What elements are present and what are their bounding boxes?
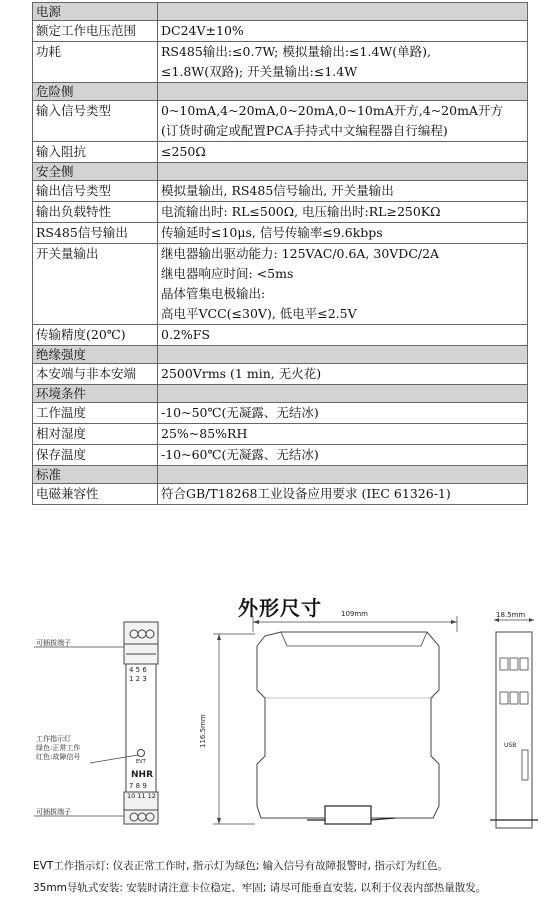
spec-key: 输出负载特性 (33, 202, 158, 223)
spec-row (33, 364, 528, 385)
section-filler (158, 466, 528, 484)
spec-value (158, 101, 528, 142)
spec-value (158, 403, 528, 424)
spec-value (158, 21, 528, 42)
spec-key: 输出信号类型 (33, 181, 158, 202)
section-title: 安全侧 (33, 163, 158, 181)
spec-value (158, 202, 528, 223)
indicator-red-label: 红色:故障信号 (36, 753, 81, 761)
spec-value-line: ≤1.8W(双路); 开关量输出:≤1.4W (161, 64, 358, 79)
spec-row (33, 21, 528, 42)
spec-key: 额定工作电压范围 (33, 21, 158, 42)
spec-key: 本安端与非本安端 (33, 364, 158, 385)
terminal-label-top: 可插拔端子 (36, 639, 71, 647)
spec-value-line: 高电平VCC(≤30V), 低电平≤2.5V (161, 306, 357, 321)
section-header (33, 3, 528, 21)
spec-value (158, 223, 528, 244)
spec-value-line: 2500Vrms (1 min, 无火花) (161, 366, 322, 381)
section-header (33, 385, 528, 403)
indicator-green-label: 绿色:正常工作 (36, 744, 81, 752)
height-dimension-label: 116.5mm (199, 714, 207, 748)
spec-row (33, 142, 528, 163)
spec-value-line: -10~50℃(无凝露、无结冰) (161, 405, 319, 420)
spec-value (158, 484, 528, 505)
spec-key: 输入信号类型 (33, 101, 158, 142)
spec-value-line: 25%~85%RH (161, 426, 248, 441)
front-view (30, 620, 170, 835)
spec-row (33, 223, 528, 244)
nhr-logo: NHR (131, 770, 153, 780)
spec-value (158, 325, 528, 346)
section-header (33, 83, 528, 101)
spec-value-line: 符合GB/T18268工业设备应用要求 (IEC 61326-1) (161, 486, 451, 501)
spec-value (158, 181, 528, 202)
spec-row (33, 181, 528, 202)
section-header (33, 163, 528, 181)
spec-key: 保存温度 (33, 445, 158, 466)
spec-key: 相对湿度 (33, 424, 158, 445)
section-filler (158, 385, 528, 403)
spec-value-line: 模拟量输出, RS485信号输出, 开关量输出 (161, 183, 394, 198)
spec-key: 传输精度(20℃) (33, 325, 158, 346)
spec-row (33, 445, 528, 466)
section-filler (158, 3, 528, 21)
indicator-label: 工作指示灯 (36, 735, 71, 743)
section-filler (158, 346, 528, 364)
spec-row (33, 484, 528, 505)
spec-table (32, 2, 528, 505)
spec-value (158, 424, 528, 445)
spec-value (158, 142, 528, 163)
spec-key: RS485信号输出 (33, 223, 158, 244)
spec-key: 功耗 (33, 42, 158, 83)
spec-value-line: 继电器响应时间: <5ms (161, 266, 294, 281)
usb-label: USB (504, 742, 517, 749)
spec-key: 电磁兼容性 (33, 484, 158, 505)
section-header (33, 466, 528, 484)
section-title: 危险侧 (33, 83, 158, 101)
spec-value-line: 0~10mA,4~20mA,0~20mA,0~10mA开方,4~20mA开方 (161, 103, 503, 118)
spec-row (33, 325, 528, 346)
depth-dimension-label: 18.5mm (496, 611, 526, 619)
width-dimension-label: 109mm (341, 610, 368, 618)
spec-row (33, 403, 528, 424)
spec-row (33, 424, 528, 445)
terminal-numbers-top-b: 1 2 3 (129, 675, 147, 683)
section-title: 绝缘强度 (33, 346, 158, 364)
spec-value-line: DC24V±10% (161, 23, 244, 38)
spec-key: 开关量输出 (33, 244, 158, 325)
spec-value (158, 445, 528, 466)
spec-value-line: (订货时确定或配置PCA手持式中文编程器自行编程) (161, 123, 448, 138)
spec-value-line: 继电器输出驱动能力: 125VAC/0.6A, 30VDC/2A (161, 246, 440, 261)
terminal-label-bottom: 可插拔端子 (36, 808, 71, 816)
spec-value-line: RS485输出:≤0.7W; 模拟量输出:≤1.4W(单路), (161, 44, 431, 59)
spec-value (158, 42, 528, 83)
spec-value (158, 244, 528, 325)
spec-row (33, 101, 528, 142)
dimensions-title: 外形尺寸 (238, 596, 322, 620)
section-header (33, 346, 528, 364)
note-indicator: EVT工作指示灯: 仪表正常工作时, 指示灯为绿色; 输入信号有故障报警时, 指示灯为红色。 (33, 860, 448, 872)
spec-row (33, 42, 528, 83)
spec-value-line: 0.2%FS (161, 327, 210, 342)
terminal-numbers-bottom-b: 10 11 12 (127, 792, 156, 800)
spec-value (158, 364, 528, 385)
spec-value-line: 传输延时≤10μs, 信号传输率≤9.6kbps (161, 225, 383, 240)
spec-key: 工作温度 (33, 403, 158, 424)
side-view (195, 606, 465, 836)
spec-row (33, 202, 528, 223)
note-mounting: 35mm导轨式安装: 安装时请注意卡位稳定、牢固; 请尽可能垂直安装, 以利于仪表内部热量散发。 (33, 882, 487, 894)
spec-value-line: 电流输出时: RL≤500Ω, 电压输出时:RL≥250KΩ (161, 204, 441, 219)
terminal-numbers-bottom-a: 7 8 9 (129, 782, 147, 790)
spec-value-line: 晶体管集电极输出: (161, 286, 266, 301)
section-title: 环境条件 (33, 385, 158, 403)
section-filler (158, 163, 528, 181)
led-text: EVT (136, 759, 146, 765)
section-filler (158, 83, 528, 101)
end-view (486, 610, 542, 836)
side-view-drawing (195, 606, 465, 836)
spec-value-line: -10~60℃(无凝露、无结冰) (161, 447, 319, 462)
spec-row (33, 244, 528, 325)
terminal-numbers-top-a: 4 5 6 (129, 666, 147, 674)
section-title: 电源 (33, 3, 158, 21)
section-title: 标准 (33, 466, 158, 484)
end-view-drawing (486, 610, 542, 836)
spec-value-line: ≤250Ω (161, 144, 206, 159)
spec-key: 输入阻抗 (33, 142, 158, 163)
front-view-drawing (30, 620, 170, 835)
